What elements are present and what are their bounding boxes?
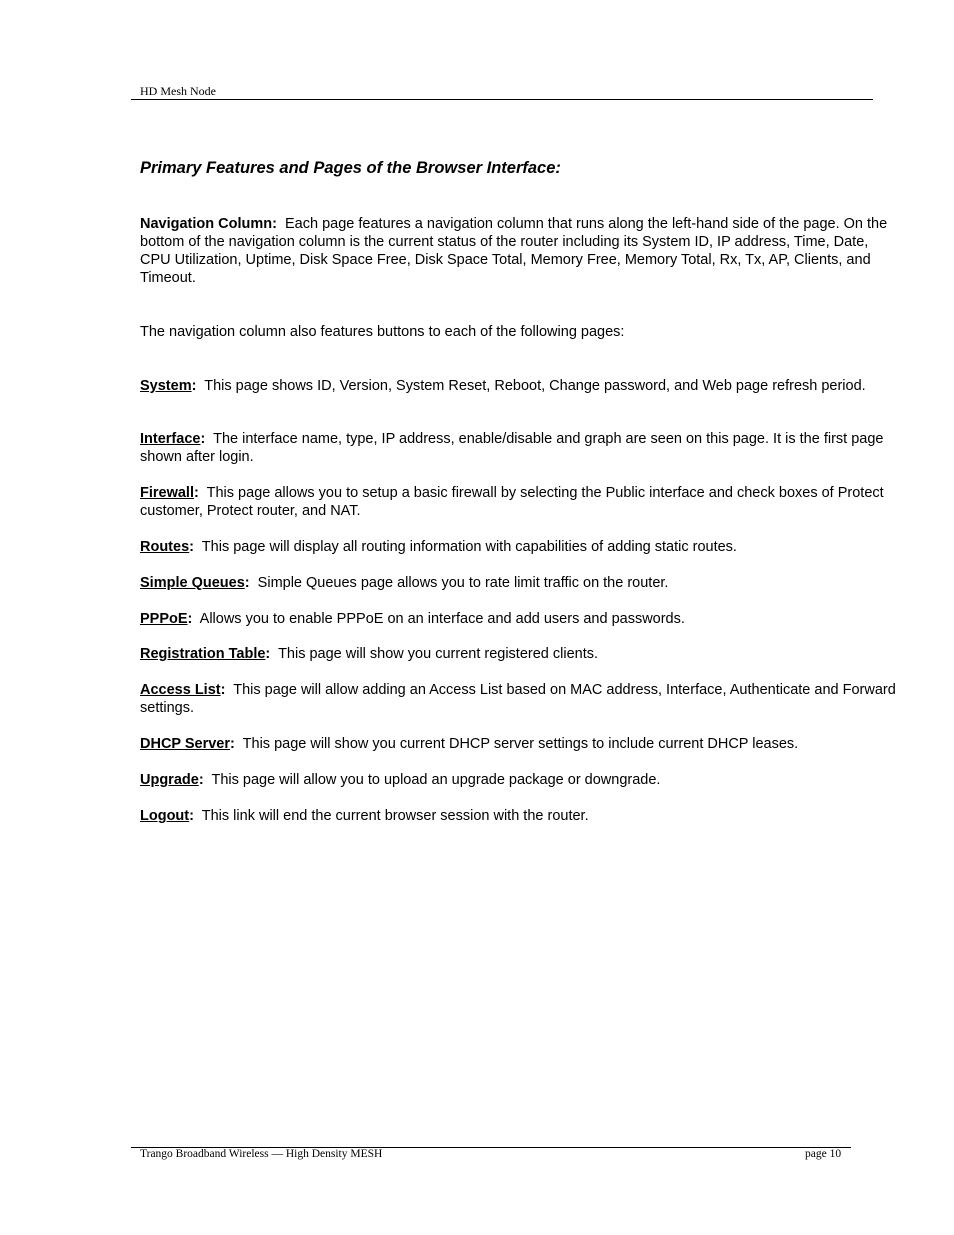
page-item-pppoe bbox=[140, 610, 900, 628]
page-item-firewall bbox=[140, 484, 900, 520]
page-item-access-list bbox=[140, 681, 900, 717]
page-item-routes bbox=[140, 538, 900, 556]
page-item-name: Logout bbox=[140, 808, 190, 824]
page-item-colon: : bbox=[265, 646, 271, 662]
page-item-interface bbox=[140, 430, 900, 466]
intro-paragraph: The navigation column also features buttons to each of the following pages: bbox=[140, 324, 625, 340]
section-title: Primary Features and Pages of the Browser Interface: bbox=[140, 159, 561, 177]
page-item-text: This page will show you current DHCP server settings to include current DHCP leases. bbox=[242, 736, 799, 752]
page-item-text: Simple Queues page allows you to rate limit traffic on the router. bbox=[257, 575, 669, 591]
page-item-colon: : bbox=[244, 575, 250, 591]
page-item-name: Simple Queues bbox=[140, 575, 245, 591]
page-item-name: Interface bbox=[140, 431, 201, 447]
footer-title: Trango Broadband Wireless — High Density MESH bbox=[140, 1148, 383, 1160]
page-item-colon: : bbox=[230, 736, 235, 752]
page-item-text: This page will allow you to upload an upgrade package or downgrade. bbox=[211, 772, 661, 788]
page-item-name: Routes bbox=[140, 539, 190, 555]
page-item-colon: : bbox=[198, 772, 204, 788]
header-divider bbox=[131, 99, 873, 100]
page-item-name: PPPoE bbox=[140, 611, 188, 627]
page-item-name: Registration Table bbox=[140, 646, 266, 662]
page-number: page 10 bbox=[805, 1148, 842, 1160]
page-item-colon: : bbox=[187, 611, 193, 627]
page-item-upgrade bbox=[140, 771, 900, 789]
page-item-system bbox=[140, 377, 900, 395]
page-item-colon: : bbox=[220, 682, 226, 698]
nav-column-label: Navigation Column: bbox=[140, 216, 277, 232]
page-item-name: Access List bbox=[140, 682, 221, 698]
page-item-colon: : bbox=[194, 485, 199, 501]
page-item-registration-table bbox=[140, 645, 900, 663]
page-item-dhcp-server bbox=[140, 735, 900, 753]
page-item-text: This page will allow adding an Access List based on MAC address, Interface, Authenticate and Forward settings. bbox=[140, 682, 896, 716]
nav-column-text: Each page features a navigation column that runs along the left-hand side of the page. On the bottom of the navigation column is the current status of the router including its System ID, IP address, Time, Date, CPU Utilization, Uptime, Disk Space Free, Disk Space Total, Memory Free, Memory Total, Rx, Tx, AP, Clients, and Timeout. bbox=[140, 216, 888, 286]
page-item-text: The interface name, type, IP address, enable/disable and graph are seen on this page. It is the first page shown after login. bbox=[140, 431, 884, 465]
page-item-name: DHCP Server bbox=[140, 736, 231, 752]
page-item-simple-queues bbox=[140, 574, 900, 592]
page-item-name: System bbox=[140, 378, 192, 394]
page-item-name: Firewall bbox=[140, 485, 194, 501]
page-item-text: This page will show you current registered clients. bbox=[278, 646, 599, 662]
page-item-colon: : bbox=[191, 378, 197, 394]
page-item-colon: : bbox=[189, 539, 194, 555]
page-item-text: Allows you to enable PPPoE on an interface and add users and passwords. bbox=[199, 611, 685, 627]
page-item-colon: : bbox=[200, 431, 206, 447]
nav-column-paragraph bbox=[140, 215, 900, 287]
page-item-name: Upgrade bbox=[140, 772, 199, 788]
page-item-text: This page allows you to setup a basic firewall by selecting the Public interface and check boxes of Protect customer, Protect router, and NAT. bbox=[140, 485, 884, 519]
page-item-colon: : bbox=[189, 808, 194, 824]
page-item-logout bbox=[140, 807, 900, 825]
page-item-text: This link will end the current browser session with the router. bbox=[201, 808, 589, 824]
page-header: HD Mesh Node bbox=[140, 84, 216, 98]
page-item-text: This page shows ID, Version, System Reset, Reboot, Change password, and Web page refresh period. bbox=[204, 378, 866, 394]
page-item-text: This page will display all routing information with capabilities of adding static routes. bbox=[201, 539, 737, 555]
